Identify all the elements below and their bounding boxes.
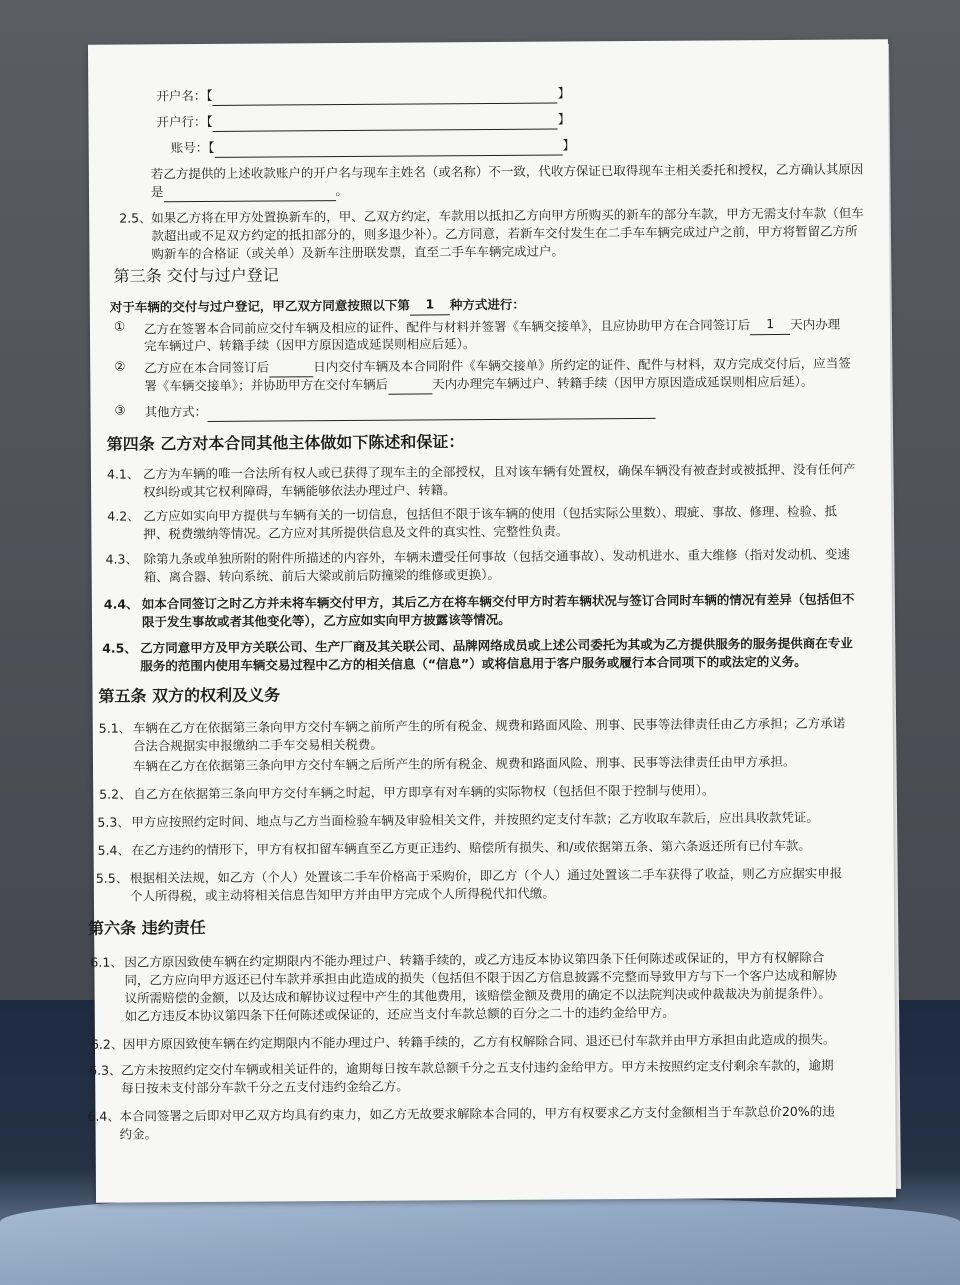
intro-reason-row — [151, 181, 348, 202]
art3-opt2-line2 — [144, 372, 813, 397]
article-title: 第三条 交付与过户登记 — [113, 265, 279, 286]
article-title: 第四条 乙方对本合同其他主体做如下陈述和保证： — [106, 432, 465, 454]
clause-line: 箱、离合器、转向系统、前后大梁或前后防撞梁的维修或更换）。 — [143, 566, 500, 585]
clause-line: 权纠纷或其它权利障碍，车辆能够依法办理过户、转籍。 — [143, 482, 456, 500]
art3-opt3-field[interactable] — [207, 404, 655, 422]
close-bracket: 】 — [557, 85, 571, 101]
clause-line: 除第九条或单独所附的附件所描述的内容外，车辆未遭受任何事故（包括交通事故）、发动机进水、重大维修（指对发动机、变速 — [143, 546, 850, 567]
account-number-row — [171, 135, 575, 158]
art3-opt2-suffix: 日内交付车辆及本合同附件《车辆交接单》所约定的证件、配件与材料，双方完成交付后，应当签 — [313, 355, 851, 375]
art3-lead-suffix: 种方式进行： — [449, 296, 525, 313]
option-mark: ② — [114, 358, 126, 374]
clause-number: 6.3、 — [89, 1062, 122, 1078]
clause-number: 4.4、 — [103, 596, 139, 612]
option-mark: ③ — [114, 402, 126, 418]
close-bracket: 】 — [557, 111, 571, 127]
intro-reason-field[interactable] — [163, 186, 335, 202]
clause-line: 乙方应如实向甲方提供与车辆有关的一切信息，包括但不限于该车辆的使用（包括实际公里数）、瑕疵、事故、修理、检验、抵 — [143, 503, 838, 524]
clause-line: 乙方未按照约定交付车辆或相关证件的，逾期每日按车款总额千分之五支付违约金给甲方。甲方未按照约定支付剩余车款的，逾期 — [121, 1057, 834, 1078]
close-bracket: 】 — [562, 137, 576, 153]
clause-line: 个人所得税，或主动将相关信息告知甲方并由甲方完成个人所得税代扣代缴。 — [129, 885, 555, 904]
clause-number: 4.1、 — [106, 466, 140, 482]
art3-opt2-prefix2: 署《车辆交接单》；并协助甲方在交付车辆后 — [144, 376, 389, 394]
clause-line: 押、税费缴纳等情况。乙方应对其所提供信息及文件的真实性、完整性负责。 — [143, 523, 569, 542]
clause-number: 5.3、 — [97, 814, 130, 830]
account-bank-label: 开户行：【 — [156, 113, 213, 130]
account-name-field[interactable] — [213, 89, 558, 106]
art3-opt1-prefix: 乙方在签署本合同前应交付车辆及相应的证件、配件与材料并签署《车辆交接单》，且应协助甲方在合同签订后 — [143, 317, 751, 337]
clause-line: 同，乙方应向甲方返还已付车款并承担由此造成的损失（包括但不限于因乙方信息披露不完整而导致甲方与下一个客户达成和解协 — [124, 967, 838, 988]
art3-opt1-line2: 完车辆过户、转籍手续（因甲方原因造成延误则相应后延）。 — [144, 336, 476, 354]
clause-line: 乙方同意甲方及甲方关联公司、生产厂商及其关联公司、品牌网络成员或上述公司委托为其或为乙方提供服务的服务提供商在专业 — [140, 635, 853, 656]
art3-opt3-row — [144, 399, 655, 423]
clause-number: 2.5、 — [119, 210, 152, 226]
clause-line: 如乙方违反本协议第四条下任何陈述或保证的，还应当支付车款总额的百分之二十的违约金给甲方。 — [124, 1004, 675, 1024]
clause-line: 根据相关法规，如乙方（个人）处置该二手车价格高于采购价，即乙方（个人）通过处置该二手车获得了收益，则乙方应据实申报 — [129, 865, 843, 886]
clause-line: 每日按未支付部分车款千分之五支付违约金给乙方。 — [121, 1078, 409, 1096]
clause-line: 因甲方原因致使车辆在约定期限内不能办理过户、转籍手续的，乙方有权解除合同、退还已付车款并由甲方承担由此造成的损失。 — [122, 1031, 836, 1052]
contract-page — [88, 39, 896, 1203]
clause-number: 5.2、 — [99, 786, 132, 802]
account-bank-field[interactable] — [213, 115, 558, 132]
account-number-field[interactable] — [214, 140, 562, 157]
clause-number: 5.1、 — [98, 720, 132, 736]
clause-line: 如果乙方将在甲方处置换新车的，甲、乙双方约定，车款用以抵扣乙方向甲方所购买的新车的部分车款，甲方无需支付车款（但车 — [151, 205, 864, 226]
account-number-label: 账号：【 — [170, 139, 215, 156]
clause-line: 款超出或不足双方约定的抵扣部分的，则多退少补）。乙方同意，若新车交付发生在二手车车辆完成过户之前，甲方将暂留乙方所 — [151, 223, 858, 244]
clause-line: 合法合规据实申报缴纳二手车交易相关税费。 — [132, 736, 383, 754]
article-title: 第五条 双方的权利及义务 — [98, 685, 281, 706]
clause-number: 5.5、 — [95, 870, 129, 886]
clause-line: 因乙方原因致使车辆在约定期限内不能办理过户、转籍手续的，或乙方违反本协议第四条下任何陈述或保证的，甲方有权解除合 — [124, 949, 825, 970]
option-mark: ① — [113, 318, 126, 334]
clause-line: 本合同签署之后即对甲乙双方均具有约束力，如乙方无故要求解除本合同的，甲方有权要求乙方支付金额相当于车款总价20%的违 — [119, 1103, 835, 1124]
intro-reason-suffix: 。 — [335, 182, 349, 199]
art3-opt2-suffix2: 天内办理完车辆过户、转籍手续（因甲方原因造成延误则相应后延）。 — [432, 373, 814, 392]
article-title: 第六条 违约责任 — [88, 918, 206, 938]
account-name-label: 开户名：【 — [156, 87, 213, 104]
intro-reason-prefix: 是 — [150, 184, 164, 200]
clause-number: 6.1、 — [90, 954, 123, 970]
clause-number: 6.4、 — [87, 1108, 120, 1124]
clause-number: 6.2、 — [90, 1036, 124, 1052]
clause-line: 在乙方违约的情形下，甲方有权扣留车辆直至乙方更正违约、赔偿所有损失、和/或依据第五条、第六条返还所有已付车款。 — [131, 837, 811, 858]
clause-line: 议所需赔偿的金额，以及达成和解协议过程中产生的其他费用，该赔偿金额及费用的确定不以法院判决或仲裁裁决为前提条件）。 — [124, 985, 831, 1006]
intro-line: 若乙方提供的上述收款账户的开户名与现车主姓名（或名称）不一致，代收方保证已取得现车主相关委托和授权，乙方确认其原因 — [150, 161, 864, 182]
clause-line: 车辆在乙方在依据第三条向甲方交付车辆之前所产生的所有税金、规费和路面风险、刑事、民事等法律责任由乙方承担；乙方承诺 — [132, 715, 846, 736]
art3-opt2-prefix: 乙方应在本合同签订后 — [144, 359, 270, 376]
account-bank-row — [156, 109, 570, 132]
art3-method-field[interactable]: 1 — [410, 294, 450, 315]
clause-number: 4.2、 — [107, 508, 140, 524]
art3-opt2-transfer-field[interactable] — [388, 379, 432, 394]
clause-number: 4.5、 — [102, 640, 137, 656]
clause-line: 自乙方在依据第三条向甲方交付车辆之时起，甲方即享有对车辆的实际物权（包括但不限于控制与使用）。 — [133, 782, 715, 802]
clause-line: 服务的范围内使用车辆交易过程中乙方的相关信息（“信息”）或将信息用于客户服务或履行本合同项下的或法定的义务。 — [140, 653, 807, 674]
clause-number: 5.4、 — [97, 842, 131, 858]
art3-opt1-suffix: 天内办理 — [790, 316, 841, 332]
clause-line: 如本合同签订之时乙方并未将车辆交付甲方，其后乙方在将车辆交付甲方时若车辆状况与签订合同时车辆的情况有差异（包括但不 — [141, 591, 855, 612]
clause-line: 约金。 — [119, 1126, 158, 1142]
clause-line: 乙方为车辆的唯一合法所有权人或已获得了现车主的全部授权，且对该车辆有处置权，确保车辆没有被查封或被抵押、没有任何产 — [142, 461, 856, 482]
art3-lead-prefix: 对于车辆的交付与过户登记，甲乙双方同意按照以下第 — [109, 297, 410, 315]
clause-line: 车辆在乙方在依据第三条向甲方交付车辆之后所产生的所有税金、规费和路面风险、刑事、民事等法律责任由甲方承担。 — [132, 753, 796, 774]
art3-lead — [110, 294, 525, 318]
clause-number: 4.3、 — [105, 551, 139, 567]
clause-line: 限于发生事故或者其他变化等），乙方应如实向甲方披露该等情况。 — [141, 611, 511, 630]
art3-opt3-label: 其他方式： — [144, 403, 208, 420]
background-fabric — [0, 1195, 960, 1285]
account-name-row — [156, 83, 570, 106]
clause-line: 甲方应按照约定时间、地点与乙方当面检验车辆及审验相关文件，并按照约定支付车款；乙方收取车款后，应出具收款凭证。 — [131, 809, 819, 830]
art3-opt1-days-field[interactable]: 1 — [750, 314, 790, 335]
clause-line: 购新车的合格证（或关单）及新车注册联发票，直至二手车车辆完成过户。 — [151, 243, 564, 262]
